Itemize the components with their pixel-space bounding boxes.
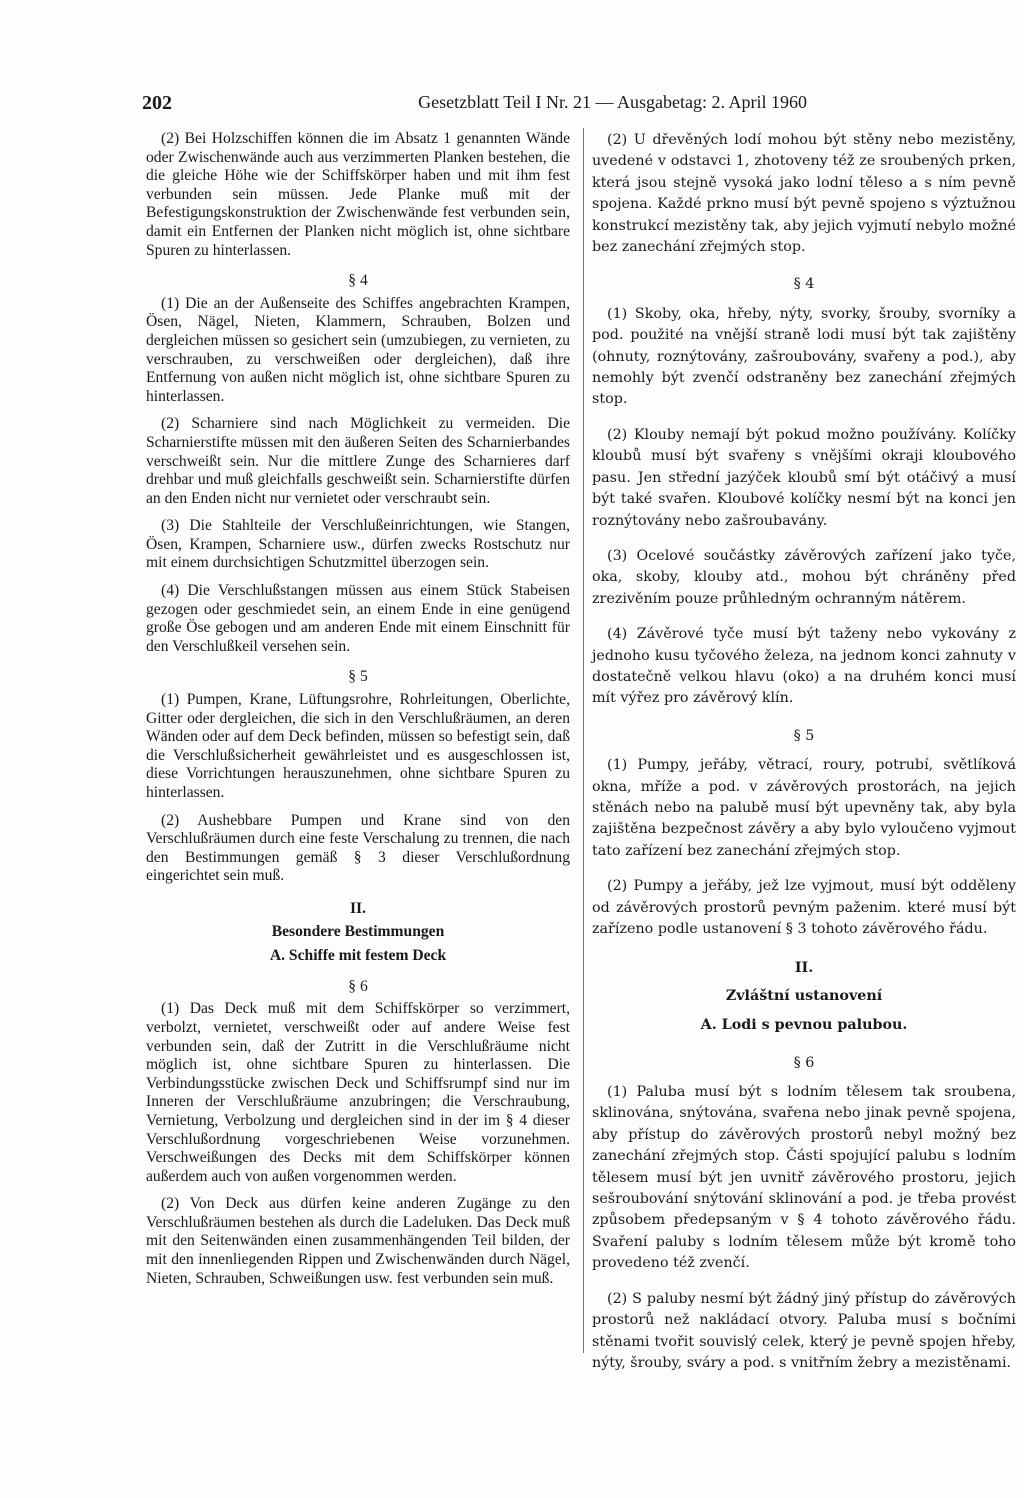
paragraph: (1) Die an der Außenseite des Schiffes angebrachten Krampen, Ösen, Nägel, Nieten, Klammern, Schrauben, Bolzen und dergleichen müssen so gesichert sein (umzubiegen, zu vernieten, zu verschrauben, zu verschweißen oder dergleichen), daß ihre Entfernung von außen nicht möglich ist, ohne sichtbare Spuren zu hinterlassen. — [146, 294, 570, 405]
paragraph: (1) Skoby, oka, hřeby, nýty, svorky, šrouby, svorníky a pod. použité na vnější straně lodi musí být tak zajištěny (ohnuty, roznýtovány, zašroubovány, svařeny a pod.), aby nemohly být zvenčí odstraněny bez zanechání zřejmých stop. — [592, 305, 1016, 408]
section-heading: § 5 — [793, 727, 815, 744]
page-number: 202 — [142, 92, 172, 114]
subchapter-heading: A. Lodi s pevnou palubou. — [700, 1017, 908, 1034]
section-heading: § 5 — [348, 668, 368, 686]
part-heading: II. — [794, 960, 814, 977]
section-heading: § 6 — [793, 1054, 815, 1071]
paragraph: (2) S paluby nesmí být žádný jiný přístup do závěrových prostorů než nakládací otvory. Paluba musí s bočními stěnami tvořit souvislý celek, který je pevně spojen hřeby, nýty, šrouby, sváry a pod. s vnitřním žebry a mezistěnami. — [592, 1290, 1016, 1371]
paragraph: (2) U dřevěných lodí mohou být stěny nebo mezistěny, uvedené v odstavci 1, zhotoveny též ze sroubených prken, která jsou stejně vysoká jako lodní těleso a s ním pevně spojena. Každé prkno musí být pevně spojeno s výztužnou konstrukcí mezistěny tak, aby jejich vyjmutí nebylo možné bez zanechání zřejmých stop. — [592, 132, 1016, 256]
chapter-heading: Besondere Bestimmungen — [271, 922, 445, 940]
subchapter-heading: A. Schiffe mit festem Deck — [269, 947, 447, 965]
section-heading: § 4 — [348, 272, 368, 290]
paragraph: (2) Scharniere sind nach Möglichkeit zu vermeiden. Die Scharnierstifte müssen mit den äußeren Seiten des Scharnierbandes verschweißt sein. Nur die mittlere Zunge des Scharnieres darf drehbar und muß gleichfalls geschweißt sein. Scharnierstifte dürfen an den Enden nicht nur vernietet oder verschraubt sein. — [146, 415, 570, 507]
paragraph: (1) Das Deck muß mit dem Schiffskörper so verzimmert, verbolzt, vernietet, verschweißt oder auf andere Weise fest verbunden sein, daß der Zutritt in die Verschlußräume nicht möglich ist, ohne sichtbare Spuren zu hinterlassen. Die Verbindungsstücke zwischen Deck und Schiffsrumpf sind nur im Inneren der Verschlußräume anzubringen; die Verschraubung, Vernietung, Verbolzung und dergleichen sind in der im § 4 dieser Verschlußordnung vorgeschriebenen Weise vorzunehmen. Verschweißungen des Decks mit dem Schiffskörper können außerdem auch von außen vorgenommen werden. — [146, 1000, 570, 1185]
paragraph: (2) Bei Holzschiffen können die im Absatz 1 genannten Wände oder Zwischenwände auch aus verzimmerten Planken bestehen, die die gleiche Höhe wie der Schiffskörper haben und mit ihm fest verbunden sein müssen. Jede Planke muß mit der Befestigungskonstruktion der Zwischenwände fest verbunden sein, damit ein Entfernen der Planken nicht möglich ist, ohne sichtbare Spuren zu hinterlassen. — [146, 130, 570, 259]
section-heading: § 4 — [793, 276, 815, 293]
czech-column — [592, 130, 1016, 1388]
paragraph: (1) Pumpen, Krane, Lüftungsrohre, Rohrleitungen, Oberlichte, Gitter oder dergleichen, die sich in den Verschlußräumen, an deren Wänden oder auf dem Deck befinden, müssen so befestigt sein, daß die Verschlußsicherheit gewährleistet und es ausgeschlossen ist, diese Vorrichtungen herauszunehmen, ohne sichtbare Spuren zu hinterlassen. — [146, 691, 570, 801]
paragraph: (3) Die Stahlteile der Verschlußeinrichtungen, wie Stangen, Ösen, Krampen, Scharniere usw., dürfen zwecks Rostschutz nur mit einem durchsichtigen Schutzmittel überzogen sein. — [146, 517, 570, 572]
column-divider — [583, 128, 584, 1353]
paragraph: (1) Pumpy, jeřáby, větrací, roury, potrubí, světlíková okna, mříže a pod. v závěrových prostorách, na jejich stěnách nebo na palubě musí být upevněny tak, aby byla zajištěna bezpečnost závěry a aby bylo vyloučeno vyjmout tato zařízení bez zanechání zřejmých stop. — [592, 757, 1016, 859]
gazette-title: Gesetzblatt Teil I Nr. 21 — Ausgabetag: 2. April 1960 — [418, 92, 807, 112]
paragraph: (2) Klouby nemají být pokud možno používány. Kolíčky kloubů musí být svařeny s vnějšími okraji kloubového pasu. Jen střední jazýček kloubů smí být otáčivý a musí být také svařen. Kloubové kolíčky nesmí být na konci jen roznýtovány nebo zašroubavány. — [592, 426, 1016, 529]
section-heading: § 6 — [348, 977, 368, 995]
paragraph: (4) Die Verschlußstangen müssen aus einem Stück Stabeisen gezogen oder geschmiedet sein, an einem Ende in eine genügend große Öse gebogen und am anderen Ende mit einem Einschnitt für den Verschlußkeil versehen sein. — [146, 582, 570, 655]
german-column — [146, 130, 570, 1297]
paragraph: (4) Závěrové tyče musí být taženy nebo vykovány z jednoho kusu tyčového železa, na jednom konci zahnuty v dostatečně velkou hlavu (oko) a na druhém konci musí mít výřez pro závěrový klín. — [592, 626, 1016, 707]
paragraph: (2) Pumpy a jeřáby, jež lze vyjmout, musí být odděleny od závěrových prostorů pevným paženim. které musí být zařízeno podle ustanovení § 3 tohoto závěrového řádu. — [592, 878, 1016, 937]
paragraph: (1) Paluba musí být s lodním tělesem tak sroubena, sklinována, snýtována, svařena nebo jinak pevně spojena, aby přístup do závěrových prostorů nebyl možný bez zanechání zřejmých stop. Části spojující palubu s lodním tělesem musí být jen uvnitř závěrového prostoru, jejich sešroubování snýtování sklinování a pod. je třeba provést způsobem předepsaným v § 4 tohoto závěrového řádu. Svaření paluby s lodním tělesem může být kromě toho provedeno též zvenčí. — [592, 1084, 1016, 1272]
paragraph: (2) Von Deck aus dürfen keine anderen Zugänge zu den Verschlußräumen bestehen als durch die Ladeluken. Das Deck muß mit den Seitenwänden einen zusammenhängenden Teil bilden, der mit den innenliegenden Rippen und Zwischenwänden durch Nägel, Nieten, Schrauben, Schweißungen usw. fest verbunden sein muß. — [146, 1195, 570, 1287]
page-header — [142, 92, 807, 114]
paragraph: (3) Ocelové součástky závěrových zařízení jako tyče, oka, skoby, klouby atd., mohou být chráněny před zrezivěním pouze průhledným ochranným nátěrem. — [592, 547, 1016, 607]
chapter-heading: Zvláštní ustanovení — [725, 987, 883, 1004]
paragraph: (2) Aushebbare Pumpen und Krane sind von den Verschlußräumen durch eine feste Verschalung zu trennen, die nach den Bestimmungen gemäß § 3 dieser Verschlußordnung eingerichtet sein muß. — [146, 811, 570, 885]
part-heading: II. — [349, 899, 367, 917]
